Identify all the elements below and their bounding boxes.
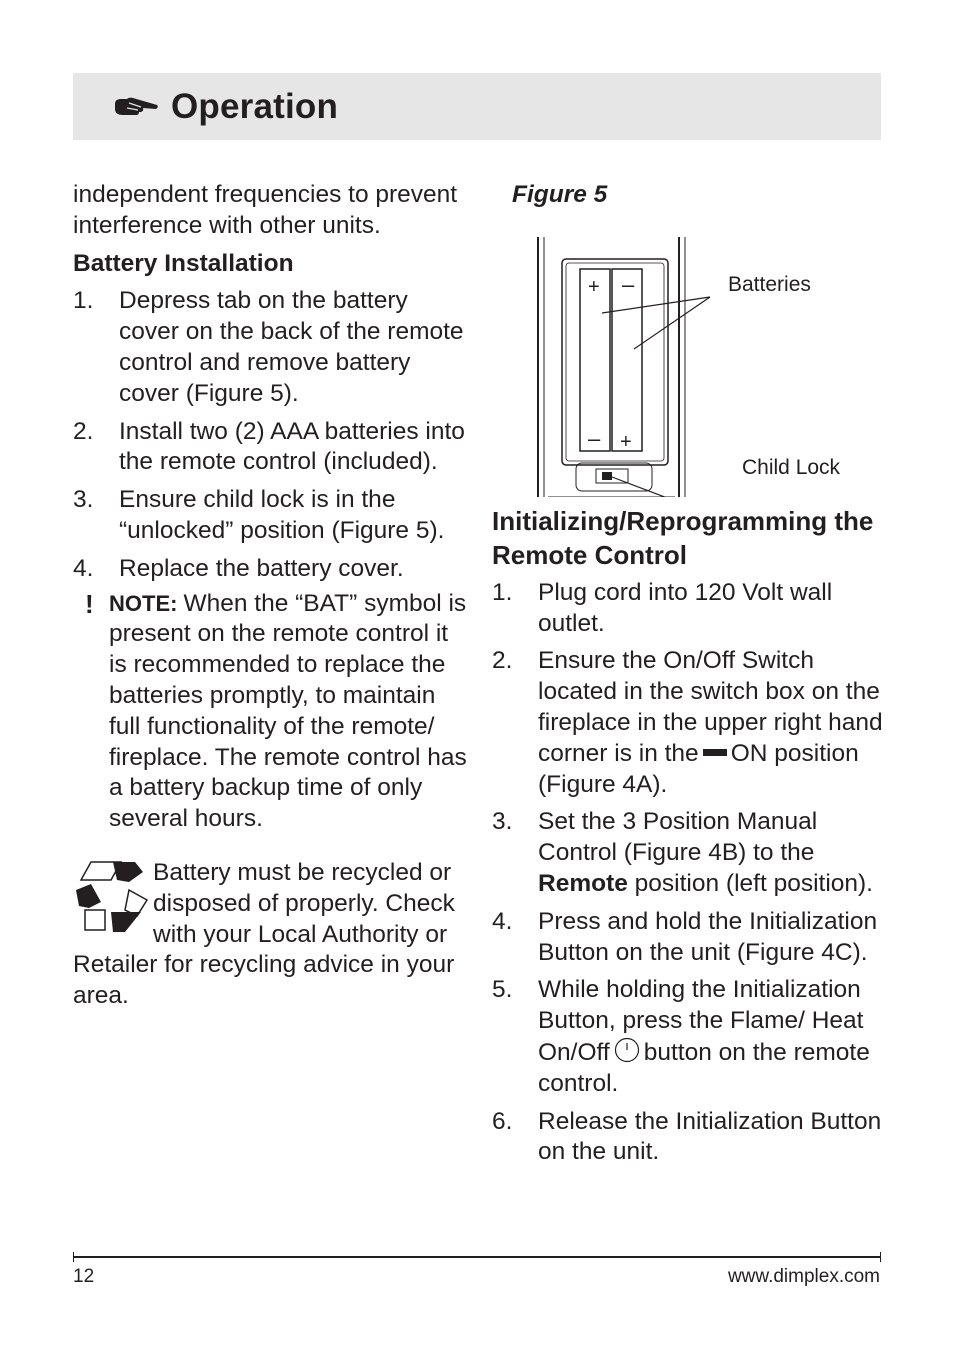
list-item: 4. Press and hold the Initialization Button on the unit (Figure 4C).: [492, 907, 878, 966]
left-column: [73, 180, 468, 1012]
pointing-hand-icon: [113, 95, 159, 119]
switch-on-icon: [703, 749, 727, 756]
svg-text:+: +: [588, 275, 600, 298]
list-item: 3. Set the 3 Position Manual Control (Figure 4B) to the Remote position (left position).: [492, 808, 873, 897]
svg-text:+: +: [620, 430, 632, 453]
exclamation-icon: !: [85, 588, 94, 619]
section-header: [73, 73, 881, 140]
svg-text:–: –: [622, 271, 635, 297]
page-title: Operation: [171, 87, 339, 126]
figure-caption: Figure 5: [512, 181, 608, 208]
list-item: 6. Release the Initialization Button on the unit.: [492, 1107, 882, 1166]
page-number: 12: [73, 1266, 95, 1287]
recycle-icon: [73, 860, 151, 936]
batteries-label: Batteries: [728, 272, 811, 296]
figure-5-diagram: [492, 235, 887, 497]
right-column: [492, 180, 887, 1175]
battery-installation-heading: Battery Installation: [73, 249, 294, 277]
note-label: NOTE:: [109, 590, 178, 616]
initializing-steps-list: [492, 578, 887, 1168]
list-item: 1. Depress tab on the battery cover on the back of the remote control and remove battery cover (Figure 5).: [73, 287, 464, 407]
footer-divider: [73, 1256, 881, 1258]
website-link[interactable]: www.dimplex.com: [727, 1266, 880, 1287]
list-item: 4. Replace the battery cover.: [73, 554, 404, 582]
svg-text:–: –: [588, 425, 601, 451]
list-item: 5. While holding the Initialization Button, press the Flame/ Heat On/Off button on the remote control.: [492, 976, 870, 1097]
battery-steps-list: [73, 286, 468, 584]
child-lock-label: Child Lock: [742, 455, 841, 479]
list-item: 2. Ensure the On/Off Switch located in the switch box on the fireplace in the upper right hand corner is in the ON position (Figure 4A).: [492, 647, 883, 798]
power-button-icon: [614, 1037, 640, 1063]
initializing-heading: Initializing/Reprogramming the Remote Control: [492, 505, 874, 570]
list-item: 3. Ensure child lock is in the “unlocked” position (Figure 5).: [73, 486, 445, 544]
intro-paragraph: independent frequencies to prevent interference with other units.: [73, 181, 458, 239]
recycle-notice: [73, 858, 468, 1012]
note-text: When the “BAT” symbol is present on the remote control it is recommended to replace the batteries promptly, to maintain full functionality of the remote/ fireplace. The remote control has a battery backup time of only several hours.: [109, 589, 467, 833]
recycle-text: Battery must be recycled or disposed of properly. Check with your Local Authority or Retailer for recycling advice in your area.: [73, 858, 455, 1010]
note-block: [73, 589, 468, 835]
list-item: 1. Plug cord into 120 Volt wall outlet.: [492, 578, 833, 637]
list-item: 2. Install two (2) AAA batteries into the remote control (included).: [73, 417, 465, 476]
